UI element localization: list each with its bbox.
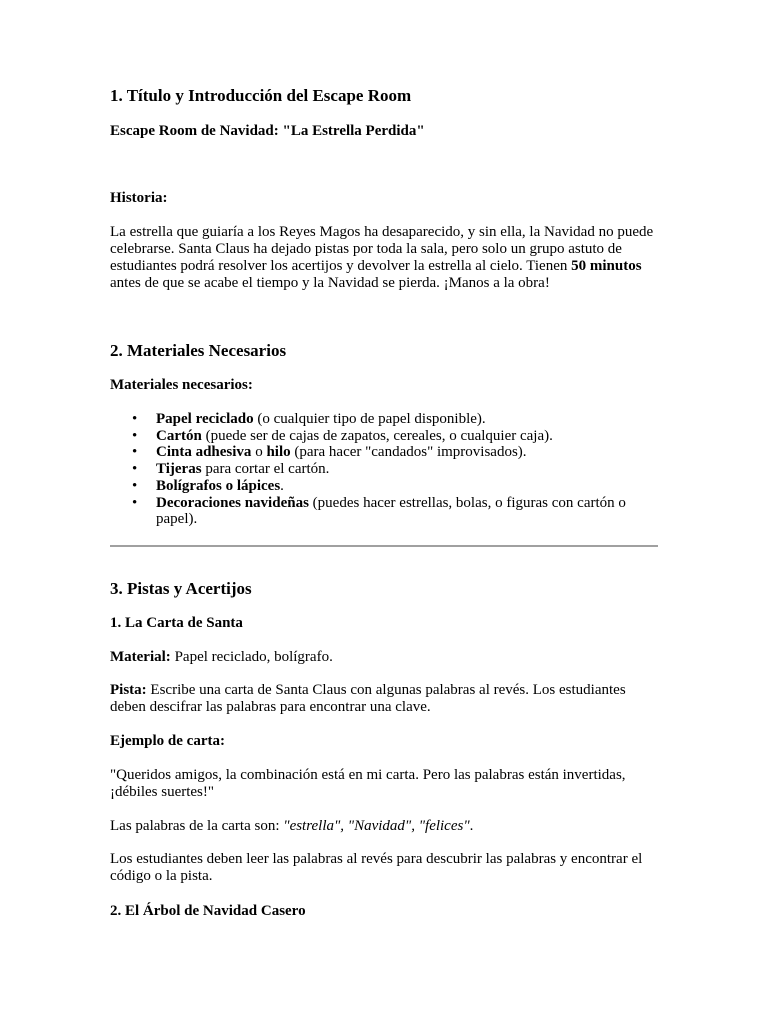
list-item bbox=[110, 478, 658, 495]
letter-words-list: "estrella", "Navidad", "felices" bbox=[283, 818, 470, 834]
clue-1-instructions: Los estudiantes deben leer las palabras al revés para descubrir las palabras y encontrar el código o la pista. bbox=[110, 851, 643, 884]
list-item bbox=[110, 444, 658, 461]
bullet-icon: • bbox=[132, 477, 138, 494]
bullet-icon: • bbox=[132, 411, 138, 427]
clue-1-hint bbox=[110, 682, 658, 716]
hint-text: Escribe una carta de Santa Claus con algunas palabras al revés. Los estudiantes deben descifrar las palabras para encontrar una clave. bbox=[110, 682, 626, 715]
material-desc: (o cualquier tipo de papel disponible). bbox=[253, 411, 486, 427]
material-name: Bolígrafos o lápices bbox=[156, 477, 281, 494]
clue-1-title: 1. La Carta de Santa bbox=[110, 615, 243, 631]
bullet-icon: • bbox=[132, 494, 138, 511]
bullet-icon: • bbox=[132, 444, 138, 461]
escape-room-title: Escape Room de Navidad: "La Estrella Perdida" bbox=[110, 123, 425, 139]
letter-words bbox=[110, 818, 658, 835]
example-label: Ejemplo de carta: bbox=[110, 733, 225, 749]
material-name: Cartón bbox=[156, 427, 202, 444]
story-label: Historia: bbox=[110, 190, 168, 206]
section-2-heading: 2. Materiales Necesarios bbox=[110, 341, 287, 360]
letter-words-prefix: Las palabras de la carta son: bbox=[110, 818, 284, 834]
bullet-icon: • bbox=[132, 461, 138, 478]
material-desc: (puede ser de cajas de zapatos, cereales, o cualquier caja). bbox=[201, 427, 553, 444]
material-name: Cinta adhesiva bbox=[156, 444, 252, 461]
materials-label: Materiales necesarios: bbox=[110, 377, 253, 393]
story-paragraph bbox=[110, 224, 658, 292]
horizontal-divider bbox=[110, 545, 658, 547]
bullet-icon: • bbox=[132, 427, 138, 444]
example-letter-quote: "Queridos amigos, la combinación está en mi carta. Pero las palabras están invertidas, ¡débiles suertes!" bbox=[110, 767, 626, 800]
material-desc: (para hacer "candados" improvisados). bbox=[290, 444, 527, 461]
list-item bbox=[110, 495, 658, 528]
material-desc: . bbox=[280, 477, 284, 494]
material-label: Material: bbox=[110, 649, 171, 665]
list-item bbox=[110, 411, 658, 428]
section-3-heading: 3. Pistas y Acertijos bbox=[110, 579, 252, 598]
clue-2-title: 2. El Árbol de Navidad Casero bbox=[110, 903, 306, 919]
material-desc: para cortar el cartón. bbox=[201, 461, 330, 478]
material-name: Tijeras bbox=[156, 461, 202, 478]
material-name: Decoraciones navideñas bbox=[156, 494, 309, 511]
material-desc: (puedes hacer estrellas, bolas, o figuras con cartón o papel). bbox=[156, 494, 626, 528]
material-connector: o bbox=[251, 444, 267, 461]
material-name: Papel reciclado bbox=[156, 411, 254, 427]
story-text-start: La estrella que guiaría a los Reyes Magos ha desaparecido, y sin ella, la Navidad no puede celebrarse. Santa Claus ha dejado pistas por toda la sala, pero solo un grupo astuto de estudiantes podrá resolver los acertijos y devolver la estrella al cielo. Tienen bbox=[110, 224, 654, 274]
clue-1-material bbox=[110, 649, 658, 666]
hint-label: Pista: bbox=[110, 682, 147, 698]
section-1-heading: 1. Título y Introducción del Escape Room bbox=[110, 86, 412, 105]
material-text: Papel reciclado, bolígrafo. bbox=[170, 649, 333, 665]
story-time-limit: 50 minutos bbox=[571, 258, 642, 274]
story-text-end: antes de que se acabe el tiempo y la Navidad se pierda. ¡Manos a la obra! bbox=[110, 275, 550, 291]
material-name-alt: hilo bbox=[266, 444, 291, 461]
materials-list bbox=[110, 411, 658, 528]
letter-words-suffix: . bbox=[469, 818, 474, 834]
list-item bbox=[110, 428, 658, 445]
list-item bbox=[110, 461, 658, 478]
